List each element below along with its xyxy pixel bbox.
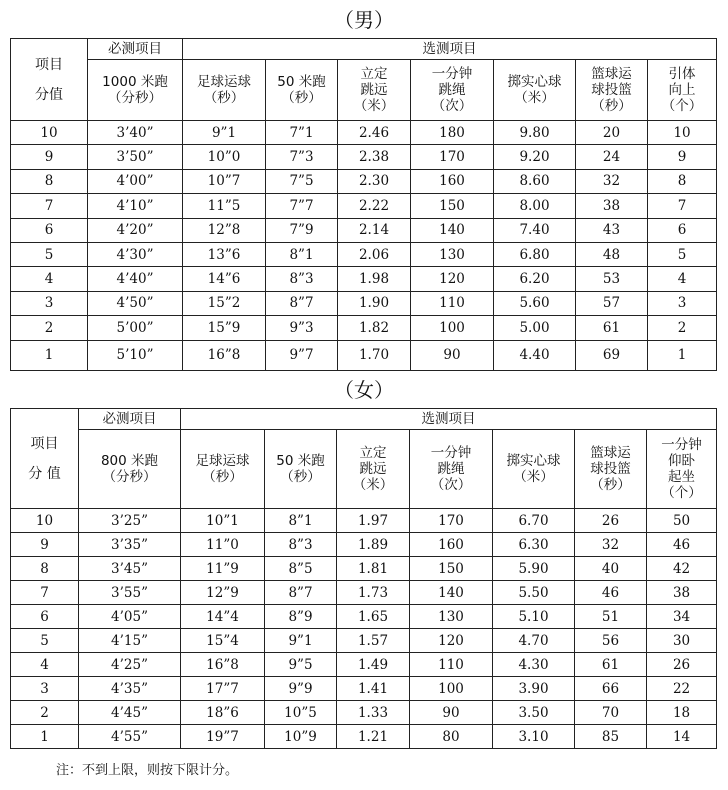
- value-cell: 7”5: [266, 169, 338, 193]
- value-cell: 8”3: [265, 533, 337, 557]
- score-cell: 9: [11, 145, 88, 169]
- value-cell: 150: [411, 194, 494, 218]
- required-group-header: 必测项目: [88, 39, 183, 60]
- value-cell: 42: [647, 557, 717, 581]
- value-cell: 1.65: [337, 605, 410, 629]
- value-cell: 1: [648, 340, 717, 370]
- value-cell: 9”5: [265, 653, 337, 677]
- value-cell: 110: [410, 653, 493, 677]
- value-cell: 1.89: [337, 533, 410, 557]
- value-cell: 11”5: [183, 194, 266, 218]
- value-cell: 48: [576, 242, 648, 266]
- score-cell: 5: [11, 242, 88, 266]
- value-cell: 4.40: [494, 340, 576, 370]
- value-cell: 1.81: [337, 557, 410, 581]
- value-cell: 19”7: [181, 725, 265, 749]
- value-cell: 66: [575, 677, 647, 701]
- value-cell: 9”9: [265, 677, 337, 701]
- table-row: [11, 218, 717, 242]
- value-cell: 4.30: [493, 653, 575, 677]
- value-cell: 18: [647, 701, 717, 725]
- value-cell: 12”8: [183, 218, 266, 242]
- value-cell: 9”7: [266, 340, 338, 370]
- table-row: [11, 605, 717, 629]
- table-row: [11, 121, 717, 145]
- value-cell: 4’00”: [88, 169, 183, 193]
- value-cell: 9.80: [494, 121, 576, 145]
- table-row: [11, 242, 717, 266]
- value-cell: 70: [575, 701, 647, 725]
- value-cell: 46: [575, 581, 647, 605]
- table-row: [11, 725, 717, 749]
- value-cell: 15”9: [183, 316, 266, 340]
- table-row: [11, 509, 717, 533]
- value-cell: 34: [647, 605, 717, 629]
- value-cell: 24: [576, 145, 648, 169]
- value-cell: 9: [648, 145, 717, 169]
- value-cell: 3’55”: [79, 581, 181, 605]
- value-cell: 130: [411, 242, 494, 266]
- value-cell: 61: [576, 316, 648, 340]
- value-cell: 4.70: [493, 629, 575, 653]
- value-cell: 2: [648, 316, 717, 340]
- value-cell: 9”3: [266, 316, 338, 340]
- score-cell: 7: [11, 581, 79, 605]
- value-cell: 15”2: [183, 291, 266, 315]
- score-cell: 10: [11, 509, 79, 533]
- value-cell: 10”0: [183, 145, 266, 169]
- value-cell: 17”7: [181, 677, 265, 701]
- value-cell: 3.90: [493, 677, 575, 701]
- value-cell: 26: [647, 653, 717, 677]
- value-cell: 1.49: [337, 653, 410, 677]
- value-cell: 10”9: [265, 725, 337, 749]
- value-cell: 5.90: [493, 557, 575, 581]
- value-cell: 150: [410, 557, 493, 581]
- value-cell: 170: [411, 145, 494, 169]
- value-cell: 9”1: [265, 629, 337, 653]
- value-cell: 120: [411, 267, 494, 291]
- value-cell: 26: [575, 509, 647, 533]
- value-cell: 1.97: [337, 509, 410, 533]
- column-header: 50 米跑 （秒）: [266, 60, 338, 121]
- value-cell: 7”9: [266, 218, 338, 242]
- value-cell: 51: [575, 605, 647, 629]
- value-cell: 2.06: [338, 242, 411, 266]
- score-cell: 8: [11, 557, 79, 581]
- value-cell: 12”9: [181, 581, 265, 605]
- value-cell: 8”9: [265, 605, 337, 629]
- value-cell: 7”1: [266, 121, 338, 145]
- table-row: [11, 291, 717, 315]
- value-cell: 4’50”: [88, 291, 183, 315]
- column-header: 足球运球 （秒）: [181, 430, 265, 509]
- value-cell: 6: [648, 218, 717, 242]
- value-cell: 90: [410, 701, 493, 725]
- value-cell: 3’45”: [79, 557, 181, 581]
- value-cell: 13”6: [183, 242, 266, 266]
- value-cell: 22: [647, 677, 717, 701]
- value-cell: 140: [411, 218, 494, 242]
- value-cell: 40: [575, 557, 647, 581]
- score-cell: 2: [11, 701, 79, 725]
- value-cell: 1.90: [338, 291, 411, 315]
- value-cell: 6.20: [494, 267, 576, 291]
- column-header: 1000 米跑 （分秒）: [88, 60, 183, 121]
- score-cell: 6: [11, 218, 88, 242]
- value-cell: 38: [576, 194, 648, 218]
- table-row: [11, 629, 717, 653]
- table-row: [11, 677, 717, 701]
- value-cell: 170: [410, 509, 493, 533]
- optional-group-header: 选测项目: [183, 39, 717, 60]
- value-cell: 7”7: [266, 194, 338, 218]
- value-cell: 32: [575, 533, 647, 557]
- value-cell: 1.33: [337, 701, 410, 725]
- column-header: 一分钟 跳绳 （次）: [410, 430, 493, 509]
- value-cell: 8.00: [494, 194, 576, 218]
- value-cell: 7.40: [494, 218, 576, 242]
- required-group-header: 必测项目: [79, 409, 181, 430]
- value-cell: 8: [648, 169, 717, 193]
- value-cell: 5: [648, 242, 717, 266]
- value-cell: 20: [576, 121, 648, 145]
- value-cell: 8”7: [265, 581, 337, 605]
- value-cell: 4’20”: [88, 218, 183, 242]
- value-cell: 10”1: [181, 509, 265, 533]
- column-header: 引体 向上 （个）: [648, 60, 717, 121]
- value-cell: 11”0: [181, 533, 265, 557]
- value-cell: 43: [576, 218, 648, 242]
- value-cell: 4’15”: [79, 629, 181, 653]
- score-cell: 3: [11, 677, 79, 701]
- value-cell: 180: [411, 121, 494, 145]
- score-cell: 7: [11, 194, 88, 218]
- value-cell: 11”9: [181, 557, 265, 581]
- column-header: 立定 跳远 （米）: [337, 430, 410, 509]
- value-cell: 4’55”: [79, 725, 181, 749]
- value-cell: 100: [410, 677, 493, 701]
- score-cell: 5: [11, 629, 79, 653]
- table-row: [11, 194, 717, 218]
- value-cell: 8”1: [266, 242, 338, 266]
- male-table-title: （男）: [334, 8, 394, 32]
- value-cell: 110: [411, 291, 494, 315]
- table-row: [11, 169, 717, 193]
- value-cell: 18”6: [181, 701, 265, 725]
- value-cell: 5.50: [493, 581, 575, 605]
- column-header: 篮球运 球投篮 （秒）: [575, 430, 647, 509]
- value-cell: 32: [576, 169, 648, 193]
- value-cell: 4: [648, 267, 717, 291]
- table-row: [11, 145, 717, 169]
- value-cell: 3’25”: [79, 509, 181, 533]
- column-header: 50 米跑 （秒）: [265, 430, 337, 509]
- value-cell: 4’45”: [79, 701, 181, 725]
- value-cell: 8.60: [494, 169, 576, 193]
- column-header: 足球运球 （秒）: [183, 60, 266, 121]
- value-cell: 160: [411, 169, 494, 193]
- value-cell: 160: [410, 533, 493, 557]
- value-cell: 5’00”: [88, 316, 183, 340]
- optional-group-header: 选测项目: [181, 409, 717, 430]
- value-cell: 53: [576, 267, 648, 291]
- score-cell: 10: [11, 121, 88, 145]
- value-cell: 2.30: [338, 169, 411, 193]
- value-cell: 7: [648, 194, 717, 218]
- value-cell: 10”7: [183, 169, 266, 193]
- table-row: [11, 533, 717, 557]
- table-row: [11, 701, 717, 725]
- value-cell: 1.73: [337, 581, 410, 605]
- value-cell: 5.00: [494, 316, 576, 340]
- column-header: 掷实心球 （米）: [493, 430, 575, 509]
- value-cell: 85: [575, 725, 647, 749]
- value-cell: 4’25”: [79, 653, 181, 677]
- female-score-table: [10, 408, 717, 749]
- value-cell: 4’05”: [79, 605, 181, 629]
- footnote: 注：不到上限，则按下限计分。: [56, 763, 239, 778]
- value-cell: 9”1: [183, 121, 266, 145]
- table-row: [11, 557, 717, 581]
- value-cell: 3’50”: [88, 145, 183, 169]
- value-cell: 2.38: [338, 145, 411, 169]
- score-cell: 8: [11, 169, 88, 193]
- table-row: [11, 316, 717, 340]
- column-header: 一分钟 跳绳 （次）: [411, 60, 494, 121]
- value-cell: 6.80: [494, 242, 576, 266]
- score-cell: 1: [11, 340, 88, 370]
- value-cell: 2.22: [338, 194, 411, 218]
- value-cell: 3.50: [493, 701, 575, 725]
- value-cell: 14: [647, 725, 717, 749]
- table-row: [11, 340, 717, 370]
- value-cell: 7”3: [266, 145, 338, 169]
- value-cell: 56: [575, 629, 647, 653]
- value-cell: 3: [648, 291, 717, 315]
- value-cell: 1.82: [338, 316, 411, 340]
- column-header: 立定 跳远 （米）: [338, 60, 411, 121]
- male-table-body: [11, 121, 717, 371]
- score-cell: 1: [11, 725, 79, 749]
- value-cell: 4’40”: [88, 267, 183, 291]
- score-cell: 9: [11, 533, 79, 557]
- value-cell: 15”4: [181, 629, 265, 653]
- value-cell: 8”7: [266, 291, 338, 315]
- score-cell: 2: [11, 316, 88, 340]
- table-row: [11, 581, 717, 605]
- value-cell: 80: [410, 725, 493, 749]
- value-cell: 50: [647, 509, 717, 533]
- corner-header: 项目 分值: [11, 39, 88, 121]
- value-cell: 16”8: [183, 340, 266, 370]
- score-cell: 4: [11, 653, 79, 677]
- column-header: 篮球运 球投篮 （秒）: [576, 60, 648, 121]
- value-cell: 3.10: [493, 725, 575, 749]
- value-cell: 16”8: [181, 653, 265, 677]
- value-cell: 2.14: [338, 218, 411, 242]
- corner-header: 项目 分 值: [11, 409, 79, 509]
- value-cell: 1.70: [338, 340, 411, 370]
- value-cell: 90: [411, 340, 494, 370]
- value-cell: 130: [410, 605, 493, 629]
- value-cell: 3’35”: [79, 533, 181, 557]
- value-cell: 30: [647, 629, 717, 653]
- value-cell: 6.30: [493, 533, 575, 557]
- value-cell: 8”1: [265, 509, 337, 533]
- value-cell: 14”4: [181, 605, 265, 629]
- value-cell: 120: [410, 629, 493, 653]
- value-cell: 46: [647, 533, 717, 557]
- female-table-body: [11, 509, 717, 749]
- female-table-title: （女）: [334, 378, 394, 402]
- score-cell: 3: [11, 291, 88, 315]
- table-row: [11, 653, 717, 677]
- value-cell: 4’35”: [79, 677, 181, 701]
- value-cell: 14”6: [183, 267, 266, 291]
- score-cell: 6: [11, 605, 79, 629]
- value-cell: 6.70: [493, 509, 575, 533]
- value-cell: 100: [411, 316, 494, 340]
- value-cell: 1.98: [338, 267, 411, 291]
- value-cell: 140: [410, 581, 493, 605]
- value-cell: 10: [648, 121, 717, 145]
- value-cell: 69: [576, 340, 648, 370]
- value-cell: 61: [575, 653, 647, 677]
- male-score-table: [10, 38, 717, 371]
- value-cell: 1.57: [337, 629, 410, 653]
- value-cell: 1.21: [337, 725, 410, 749]
- value-cell: 1.41: [337, 677, 410, 701]
- value-cell: 5.60: [494, 291, 576, 315]
- column-header: 掷实心球 （米）: [494, 60, 576, 121]
- column-header: 一分钟 仰卧 起坐 （个）: [647, 430, 717, 509]
- score-cell: 4: [11, 267, 88, 291]
- value-cell: 10”5: [265, 701, 337, 725]
- value-cell: 4’30”: [88, 242, 183, 266]
- value-cell: 2.46: [338, 121, 411, 145]
- value-cell: 5.10: [493, 605, 575, 629]
- column-header: 800 米跑 （分秒）: [79, 430, 181, 509]
- value-cell: 5’10”: [88, 340, 183, 370]
- value-cell: 57: [576, 291, 648, 315]
- value-cell: 3’40”: [88, 121, 183, 145]
- value-cell: 9.20: [494, 145, 576, 169]
- table-row: [11, 267, 717, 291]
- value-cell: 4’10”: [88, 194, 183, 218]
- value-cell: 8”3: [266, 267, 338, 291]
- value-cell: 38: [647, 581, 717, 605]
- value-cell: 8”5: [265, 557, 337, 581]
